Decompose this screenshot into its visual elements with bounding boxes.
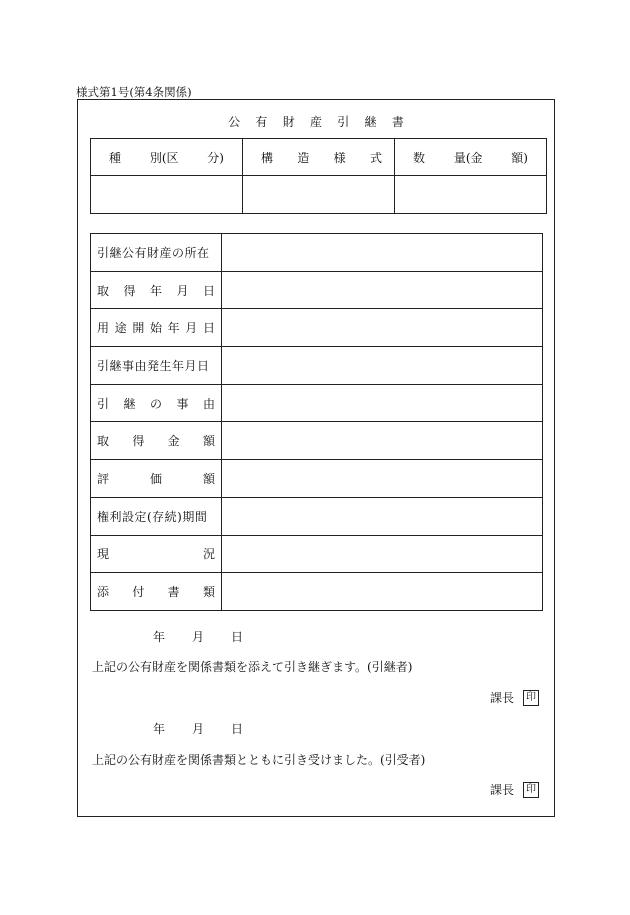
value-cell[interactable] [222, 309, 543, 347]
detail-row-acquisition-date: 取 得 年 月 日 [91, 271, 543, 309]
title-char: 引 [337, 115, 350, 129]
quantity-cell[interactable] [395, 176, 547, 214]
value-cell[interactable] [222, 271, 543, 309]
detail-row-valuation: 評 価 額 [91, 460, 543, 498]
seal-box[interactable]: 印 [523, 782, 539, 798]
value-cell[interactable] [222, 384, 543, 422]
structure-cell[interactable] [243, 176, 395, 214]
section-chief-label: 課長 [490, 691, 515, 705]
category-cell[interactable] [91, 176, 243, 214]
property-summary-table [90, 138, 547, 214]
seal-box[interactable]: 印 [523, 690, 539, 706]
receipt-signature [490, 781, 539, 798]
header-quantity: 数 量(金 額) [395, 139, 547, 176]
receipt-date[interactable]: 年 月 日 [153, 722, 243, 736]
summary-entry-row [91, 176, 547, 214]
value-cell[interactable] [222, 497, 543, 535]
detail-row-transfer-reason-date: 引継事由発生年月日 [91, 347, 543, 385]
title-char: 書 [391, 115, 404, 129]
value-cell[interactable] [222, 573, 543, 611]
handover-date[interactable]: 年 月 日 [153, 630, 243, 644]
property-detail-table [90, 233, 543, 611]
detail-row-acquisition-amount: 取 得 金 額 [91, 422, 543, 460]
title-char: 公 [228, 115, 241, 129]
value-cell[interactable] [222, 422, 543, 460]
value-cell[interactable] [222, 535, 543, 573]
section-chief-label: 課長 [490, 783, 515, 797]
value-cell[interactable] [222, 347, 543, 385]
receipt-statement: 上記の公有財産を関係書類とともに引き受けました。(引受者) [92, 753, 426, 767]
detail-row-condition: 現 況 [91, 535, 543, 573]
summary-header-row [91, 139, 547, 176]
title-char: 有 [255, 115, 268, 129]
form-number-label: 様式第1号(第4条関係) [76, 85, 192, 99]
detail-row-attachments: 添 付 書 類 [91, 573, 543, 611]
title-char: 継 [364, 115, 377, 129]
form-title [77, 113, 555, 130]
detail-row-location: 引継公有財産の所在 [91, 234, 543, 272]
handover-signature [490, 689, 539, 706]
detail-row-use-start-date: 用 途 開 始 年 月 日 [91, 309, 543, 347]
handover-statement: 上記の公有財産を関係書類を添えて引き継ぎます。(引継者) [92, 660, 413, 674]
value-cell[interactable] [222, 234, 543, 272]
title-char: 産 [309, 115, 322, 129]
detail-row-transfer-reason: 引 継 の 事 由 [91, 384, 543, 422]
value-cell[interactable] [222, 460, 543, 498]
detail-row-rights-period: 権利設定(存続)期間 [91, 497, 543, 535]
header-structure: 構 造 様 式 [243, 139, 395, 176]
title-char: 財 [282, 115, 295, 129]
header-category: 種 別(区 分) [91, 139, 243, 176]
